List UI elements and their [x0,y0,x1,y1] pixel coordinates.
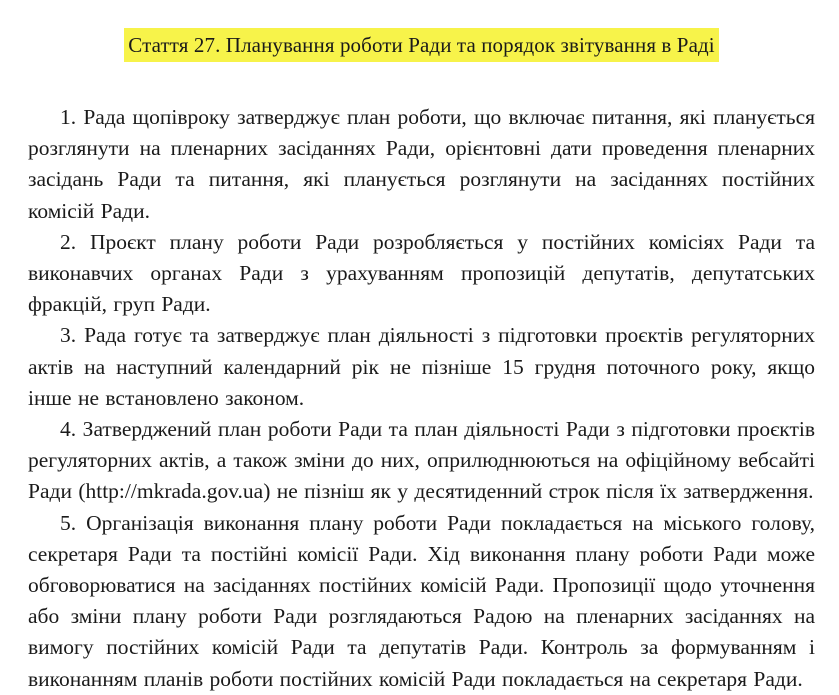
paragraph-4: 4. Затверджений план роботи Ради та план діяльності Ради з підготовки проєктів регуляторних актів, а також зміни до них, оприлюднюються на офіційному вебсайті Ради (http://mkrada.gov.ua) не пізніш як у десятиденний строк після їх затвердження. [28,417,815,504]
article-title: Стаття 27. Планування роботи Ради та порядок звітування в Раді [124,28,718,62]
article-heading [28,28,815,64]
paragraph-5: 5. Організація виконання плану роботи Ради покладається на міського голову, секретаря Ради та постійні комісії Ради. Хід виконання плану роботи Ради може обговорюватися на засіданнях постійних комісій Ради. Пропозиції щодо уточнення або зміни плану роботи Ради розглядаються Радою на пленарних засіданнях на вимогу постійних комісій Ради та депутатів Ради. Контроль за формуванням і виконанням планів роботи постійних комісій Ради покладається на секретаря Ради. [28,510,815,691]
paragraph-2: 2. Проєкт плану роботи Ради розробляється у постійних комісіях Ради та виконавчих органах Ради з урахуванням пропозицій депутатів, депутатських фракцій, груп Ради. [28,229,815,317]
paragraph-1: 1. Рада щопівроку затверджує план роботи, що включає питання, які планується розглянути на пленарних засіданнях Ради, орієнтовні дати проведення пленарних засідань Ради та питання, які планується розглянути на засіданнях постійних комісій Ради. [28,105,815,223]
paragraph-3: 3. Рада готує та затверджує план діяльності з підготовки проєктів регуляторних актів на наступний календарний рік не пізніше 15 грудня поточного року, якщо інше не встановлено законом. [28,323,815,410]
